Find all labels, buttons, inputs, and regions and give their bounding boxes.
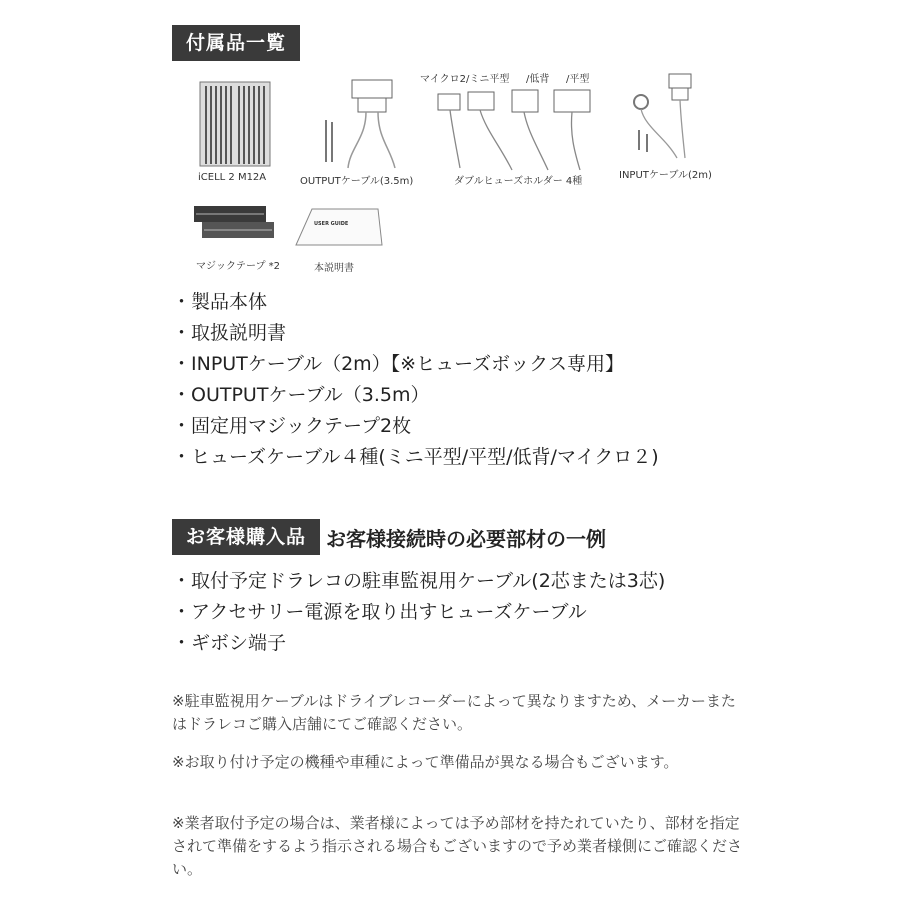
note-installer: ※業者取付予定の場合は、業者様によっては予め部材を持たれていたり、部材を指定されて準備をするよう指示される場合もございますので予め業者様側にご確認ください。: [172, 814, 743, 878]
fuse-holders-label: ダブルヒューズホルダー 4種: [454, 176, 583, 187]
input-cable-image: [625, 72, 725, 158]
manual-image: [292, 205, 387, 250]
manual-label: 本説明書: [314, 263, 354, 274]
accessory-output-cable: [300, 78, 430, 188]
device-label: iCELL 2 M12A: [198, 172, 267, 183]
list-item: ・取付予定ドラレコの駐車監視用ケーブル(2芯または3芯): [172, 570, 666, 592]
included-items-list: [172, 287, 659, 473]
note-parking-cable: ※駐車監視用ケーブルはドライブレコーダーによって異なりますため、メーカーまたはドラレコご購入店舗にてご確認ください。: [172, 692, 736, 733]
accessory-device: [196, 80, 274, 190]
list-item: ・アクセサリー電源を取り出すヒューズケーブル: [172, 601, 587, 623]
list-item: ・INPUTケーブル（2m）【※ヒューズボックス専用】: [172, 353, 624, 375]
customer-purchase-subtitle: お客様接続時の必要部材の一例: [326, 527, 606, 551]
accessory-manual: [292, 205, 392, 275]
list-item: ・ヒューズケーブル４種(ミニ平型/平型/低背/マイクロ２): [172, 446, 659, 468]
output-cable-label: OUTPUTケーブル(3.5m): [300, 176, 414, 187]
accessory-magic-tape: [192, 200, 282, 275]
fuse-type-label-2: /低背: [526, 74, 550, 85]
fuse-type-label-3: /平型: [566, 74, 590, 85]
list-item: ・取扱説明書: [172, 322, 287, 344]
list-item: ・OUTPUTケーブル（3.5m）: [172, 384, 430, 406]
magic-tape-label: マジックテープ *2: [196, 261, 281, 272]
note-vehicle-model: ※お取り付け予定の機種や車種によって準備品が異なる場合もございます。: [172, 753, 679, 771]
accessories-section-badge: 付属品一覧: [172, 25, 300, 61]
list-item: ・ギボシ端子: [172, 632, 287, 654]
fuse-type-label-1: マイクロ2/ミニ平型: [420, 74, 510, 85]
magic-tape-image: [192, 200, 277, 245]
fuse-holders-image: [420, 86, 610, 176]
customer-items-list: [172, 566, 665, 659]
accessory-fuse-holders: [420, 68, 610, 190]
manual-cover-text: USER GUIDE: [314, 221, 349, 227]
list-item: ・固定用マジックテープ2枚: [172, 415, 412, 437]
accessory-input-cable: [615, 72, 725, 180]
list-item: ・製品本体: [172, 291, 268, 313]
battery-device-image: [196, 80, 274, 170]
input-cable-label: INPUTケーブル(2m): [619, 170, 712, 181]
customer-purchase-badge: お客様購入品: [172, 519, 320, 555]
